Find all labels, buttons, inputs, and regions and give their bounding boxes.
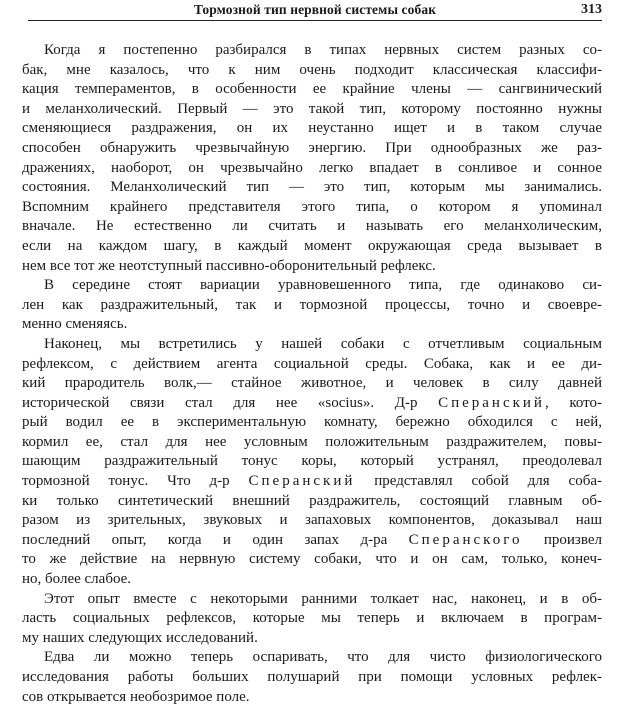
text-line: если на каждом шагу, в каждый момент окружающая среда вызывает в bbox=[22, 237, 602, 254]
text-line: ласть социальных рефлексов, которые мы теперь и включаем в програм- bbox=[22, 610, 602, 627]
text-line: Когда я постепенно разбирался в типах нервных систем разных со- bbox=[44, 42, 602, 58]
text-line: нем все тот же неотступный пассивно-оборонительный рефлекс. bbox=[22, 257, 436, 274]
text-line: способен обнаружить чрезвычайную энергию. При однообразных же раз- bbox=[22, 139, 602, 156]
text-line: вначале. Не естественно ли считать и называть его меланхолическим, bbox=[22, 218, 602, 235]
text-line: дражениях, наоборот, он чрезвычайно легко впадает в сонливое и сонное bbox=[22, 159, 602, 176]
text-line: бак, мне казалось, что к ним очень подходит классическая классифи- bbox=[22, 61, 602, 78]
spaced-surname: Сперанский bbox=[438, 394, 545, 411]
text-line: но, более слабое. bbox=[22, 571, 132, 588]
page-header bbox=[28, 0, 602, 21]
text-line: Едва ли можно теперь оспаривать, что для чисто физиологического bbox=[44, 649, 602, 666]
text-line: шающим раздражительный тонус коры, который устранял, преодолевал bbox=[22, 453, 602, 470]
paragraph-5 bbox=[22, 648, 602, 707]
running-title: Тормозной тип нервной системы собак bbox=[193, 2, 437, 17]
text-line: разом из зрительных, звуковых и запаховых компонентов, доказывал наш bbox=[22, 512, 602, 529]
text-line: сменяющиеся раздражения, он их неустанно ищет и в таком случае bbox=[22, 120, 602, 137]
text-line: кормил ее, стал для нее условным положительным раздражителем, повы- bbox=[22, 433, 602, 450]
text-line: Вспомним крайнего представителя этого типа, о котором я упоминал bbox=[22, 198, 602, 215]
text-line: исторической связи стал для нее «socius». Д-р Сперанский, кото- bbox=[22, 394, 602, 411]
text-line: и меланхолический. Первый — это такой тип, которому постоянно нужны bbox=[22, 100, 602, 117]
text-line: тормозной тонус. Что д-р Сперанский представлял собой для соба- bbox=[22, 473, 602, 490]
text-line: то же действие на нервную систему собаки, что и он сам, только, конеч- bbox=[22, 551, 602, 568]
text-line: состояния. Меланхолический тип — это тип, которым мы занимались. bbox=[22, 179, 602, 196]
text-line: последний опыт, когда и один запах д-ра Сперанского произвел bbox=[22, 531, 602, 548]
text-line: менно сменяясь. bbox=[22, 316, 128, 333]
text-line: кация темпераментов, в особенности ее крайние члены — сангвинический bbox=[22, 81, 602, 98]
paragraph-2 bbox=[22, 276, 602, 335]
text-line: рефлексом, с действием агента социальной среды. Собака, как и ее ди- bbox=[22, 355, 602, 372]
text-line: рый водил ее в экспериментальную комнату, бережно обходился с ней, bbox=[22, 414, 602, 431]
text-line: ки только синтетический внешний раздражитель, состоящий главным об- bbox=[22, 492, 602, 509]
text-line: му наших следующих исследований. bbox=[22, 629, 258, 646]
spaced-surname: Сперанского bbox=[408, 531, 523, 548]
text-line: лен как раздражительный, так и тормозной процессы, точно и своевре- bbox=[22, 296, 602, 313]
text-line: Этот опыт вместе с некоторыми ранними толкает нас, наконец, и в об- bbox=[44, 590, 602, 607]
text-line: исследования работы больших полушарий при помощи условных рефлек- bbox=[22, 669, 602, 685]
paragraph-4 bbox=[22, 590, 602, 649]
text-line: сов открывается необозримое поле. bbox=[22, 688, 250, 705]
spaced-surname: Сперанский bbox=[248, 473, 356, 490]
body-text bbox=[22, 41, 602, 707]
text-line: В середине стоят вариации уравновешенного типа, где одинаково си- bbox=[44, 277, 602, 294]
paragraph-1 bbox=[22, 41, 602, 276]
text-line: Наконец, мы встретились у нашей собаки с отчетливым социальным bbox=[44, 335, 602, 352]
paragraph-3 bbox=[22, 335, 602, 590]
text-line: кий прародитель волк,— стайное животное, и человек в силу давней bbox=[22, 375, 602, 392]
page-number: 313 bbox=[581, 2, 602, 17]
